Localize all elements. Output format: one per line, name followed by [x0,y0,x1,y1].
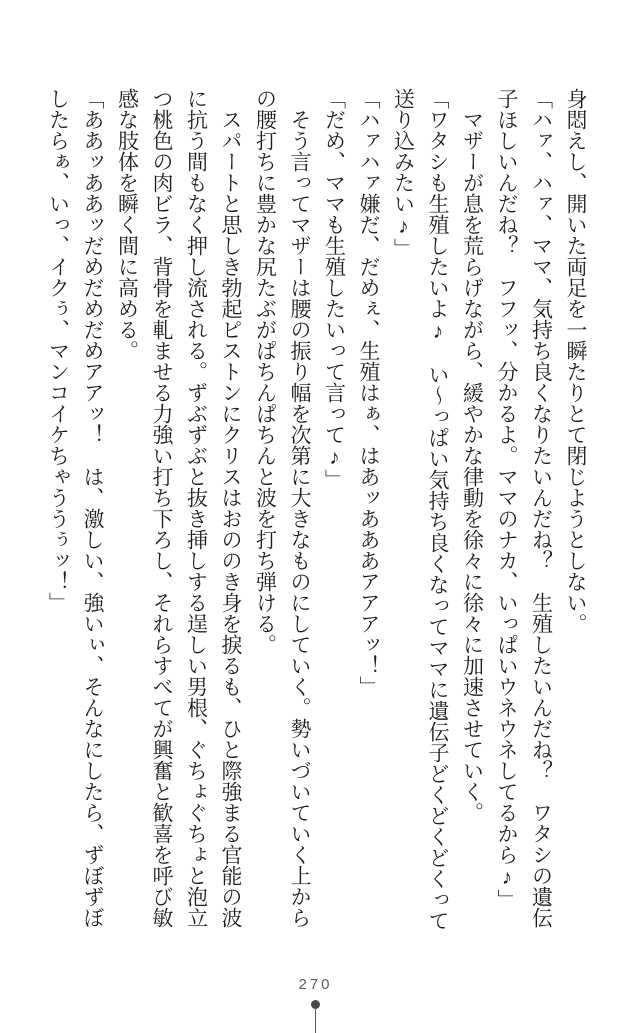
text-column: 「ハァ、ハァ、ママ、気持ち良くなりたいんだね？ 生殖したいんだね？ ワタシの遺伝 [529,88,554,928]
text-column: つ桃色の肉ビラ、背骨を軋ませる力強い打ち下ろし、それらすべてが興奮と歓喜を呼び敏 [150,88,174,928]
text-column: したらぁ、いっ、イクぅ、マンコイケちゃううぅッ！」 [46,88,71,613]
text-column: 「ハァハァ嫌だ、だめぇ、生殖はぁ、はあッあああアアアッ！」 [357,88,381,697]
text-column: 「ワタシも生殖したいよ♪ い～っぱい気持ち良くなってママに遺伝子どくどくどくって [426,88,450,931]
text-column: の腰打ちに豊かな尻たぶがぱちんぱちんと波を打ち弾ける。 [253,88,278,655]
text-column: 感な肢体を瞬く間に高める。 [115,88,140,361]
text-column: 子ほしいんだね？ フフッ、分かるよ。ママのナカ、いっぱいウネウネしてるから♪」 [495,88,519,910]
text-column: 身悶えし、開いた両足を一瞬たりとて閉じようとしない。 [564,88,588,634]
text-column: 「ああッああッだめだめだめアアッ！ は、激しい、強いぃ、そんなにしたら、ずぼずぼ [81,88,105,928]
text-column: スパートと思しき勃起ピストンにクリスはおののき身を捩るも、ひと際強まる官能の波 [219,109,243,928]
body-text [41,88,593,950]
page-number: 270 [298,976,333,993]
footer-line-ornament [315,1008,317,1033]
text-column: に抗う間もなく押し流される。ずぶずぶと抜き挿しする逞しい男根、ぐちょぐちょと泡立 [184,88,209,928]
text-column: マザーが息を荒らげながら、緩やかな律動を徐々に徐々に加速させていく。 [460,109,485,823]
page-footer [0,938,631,1033]
text-column: 「だめ、ママも生殖したいって言って♪」 [322,88,347,490]
text-column: 送り込みたい♪」 [391,88,416,259]
text-column: そう言ってマザーは腰の振り幅を次第に大きなものにしていく。勢いづいていく上から [288,109,312,928]
